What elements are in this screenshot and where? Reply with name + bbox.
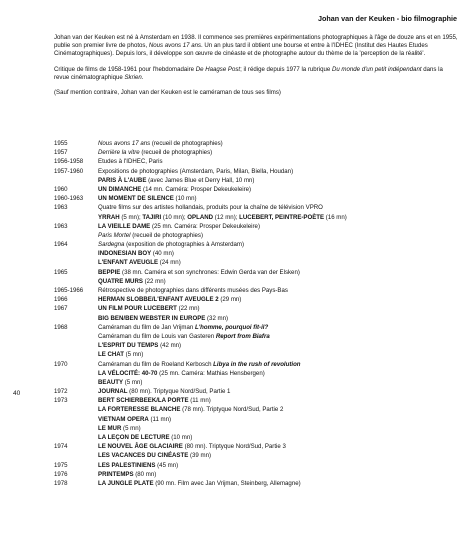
entry-description (98, 213, 458, 222)
entry-description (98, 203, 458, 212)
entry-text: (5 mn) (123, 351, 144, 359)
filmography-row (54, 213, 458, 222)
filmography-row (54, 304, 458, 313)
entry-text: (11 mn) (188, 397, 211, 405)
film-title: UN FILM POUR LUCEBERT (98, 305, 177, 313)
entry-description (98, 415, 458, 424)
film-title: VIETNAM OPERA (98, 415, 149, 423)
filmography-row (54, 451, 458, 460)
entry-year: 1976 (54, 470, 68, 478)
entry-text: (90 mn. Film avec Jan Vrijman, Steinberg, Allemagne) (153, 479, 301, 487)
film-title: LE NOUVEL ÂGE GLACIAIRE (98, 443, 183, 451)
filmography-row (54, 378, 458, 387)
entry-description (98, 451, 458, 460)
entry-description (98, 249, 458, 258)
entry-description (98, 148, 458, 157)
entry-description (98, 387, 458, 396)
entry-text: (5 mn) (121, 424, 141, 432)
entry-description (98, 341, 458, 350)
entry-year: 1972 (54, 388, 68, 396)
filmography-row (54, 176, 458, 185)
entry-text: (10 mn) (173, 195, 197, 203)
entry-year: 1960 (54, 185, 68, 193)
entry-text: Critique de films de 1958-1961 pour l'hebdomadaire (54, 65, 196, 73)
entry-description (98, 194, 458, 203)
film-title: LES VACANCES DU CINÉASTE (98, 452, 189, 460)
entry-text: (80 mn). Triptyque Nord/Sud, Partie 3 (182, 443, 286, 451)
entry-text: (42 mn) (158, 342, 182, 350)
film-title: BIG BEN/BEN WEBSTER IN EUROPE (98, 314, 206, 322)
entry-description (98, 369, 458, 378)
filmography-row (54, 314, 458, 323)
running-header: Johan van der Keuken - bio filmographie (318, 14, 457, 23)
entry-text: Etudes à l'IDHEC, Paris (98, 158, 163, 166)
filmography-row (54, 258, 458, 267)
filmography-row (54, 194, 458, 203)
filmography-row (54, 479, 458, 488)
entry-text: (recueil de photographies) (150, 140, 223, 147)
film-title: TAJIRI (142, 213, 162, 221)
film-title: BEAUTY (98, 378, 124, 386)
entry-year: 1967 (54, 305, 68, 313)
film-title: UN DIMANCHE (98, 185, 142, 193)
filmography-row (54, 442, 458, 451)
entry-year: 1957-1960 (54, 167, 84, 175)
entry-text: (5 mn) (123, 378, 143, 386)
film-title: YRRAH (98, 213, 120, 221)
entry-text: (25 mn. Caméra: Prosper Dekeukeleire) (150, 222, 260, 230)
entry-text: (40 mn) (151, 250, 174, 258)
entry-description (98, 405, 458, 414)
entry-text: (39 mn) (188, 452, 211, 460)
entry-text: (10 mn) (169, 434, 193, 441)
filmography-row (54, 167, 458, 176)
bio-paragraph (54, 34, 458, 59)
entry-year: 1966 (54, 296, 68, 304)
entry-year: 1964 (54, 241, 68, 249)
entry-year: 1975 (54, 461, 68, 469)
entry-text: (5 mn); (119, 213, 143, 221)
entry-year (54, 369, 98, 378)
work-title: Skrien (124, 73, 142, 81)
film-title: OPLAND (187, 213, 214, 221)
entry-description (98, 231, 458, 240)
entry-description (98, 240, 458, 249)
entry-year (54, 258, 98, 267)
work-title: Nous avons 17 ans (148, 42, 202, 50)
filmography-row (54, 405, 458, 414)
film-title: LA VIEILLE DAME (98, 222, 151, 230)
entry-year (54, 378, 98, 387)
biography (54, 34, 458, 82)
entry-description (98, 470, 458, 479)
film-title: LA LEÇON DE LECTURE (98, 434, 170, 441)
entry-year (54, 433, 98, 442)
entry-year (54, 314, 98, 323)
entry-year: 1970 (54, 360, 68, 368)
entry-text: ; il rédige depuis 1977 la rubrique (240, 65, 332, 73)
entry-description (98, 378, 458, 387)
entry-text: Johan van der Keuken est né à Amsterdam en 1938. Il commence ses premières expérimentations photographiques à l'âge de douze ans et en 1955, publie son premier livre de photos, (54, 34, 458, 50)
film-title: LES PALESTINIENS (98, 461, 156, 469)
entry-description (98, 314, 458, 323)
entry-text: . (141, 73, 144, 81)
entry-year: 1960-1963 (54, 195, 84, 203)
film-title: PRINTEMPS (98, 470, 134, 478)
filmography-row (54, 424, 458, 433)
page-number: 40 (13, 390, 21, 397)
entry-text: (80 mn) (133, 470, 157, 478)
entry-text: Caméraman du film de Louis van Gasteren (98, 332, 216, 340)
body-column (54, 34, 458, 112)
entry-year: 1968 (54, 323, 68, 331)
entry-year (54, 213, 98, 222)
entry-year: 1957 (54, 149, 68, 157)
entry-description (98, 222, 458, 231)
entry-description (98, 360, 458, 369)
filmography-row (54, 203, 458, 212)
filmography-row (54, 433, 458, 442)
entry-description (98, 442, 458, 451)
filmography-row (54, 277, 458, 286)
filmography-list (54, 139, 458, 488)
work-title: De Haagse Post (195, 65, 241, 73)
filmography-row (54, 396, 458, 405)
entry-year: 1973 (54, 397, 68, 405)
filmography-row (54, 369, 458, 378)
entry-description (98, 258, 458, 267)
entry-year: 1978 (54, 479, 68, 487)
entry-year (54, 415, 98, 424)
work-title: Paris Mortel (98, 231, 131, 239)
entry-year: 1965-1966 (54, 287, 84, 294)
film-title: JOURNAL (98, 388, 128, 396)
entry-text: (25 mn. Caméra: Mathias Hensbergen) (157, 369, 265, 377)
entry-year: 1974 (54, 443, 68, 451)
entry-text: Quatre films sur des artistes hollandais, produits pour la chaîne de télévision VPRO (98, 204, 323, 212)
entry-text: (24 mn) (158, 259, 181, 267)
filmography-row (54, 157, 458, 166)
entry-text: (12 mn); (213, 213, 240, 221)
filmography-row (54, 341, 458, 350)
film-title: LE MUR (98, 424, 122, 432)
entry-year: 1955 (54, 140, 68, 147)
filmography-row (54, 249, 458, 258)
entry-description (98, 350, 458, 359)
entry-text: . Un an plus tard il obtient une bourse et entre à l'IDHEC (Institut des Hautes Etudes Cinématographiques). Depuis lors, il développe son œuvre de cinéaste et de photographe autour du thème de la 'perception de la réalité'. (54, 42, 428, 58)
film-title: QUATRE MURS (98, 277, 143, 285)
entry-description (98, 176, 458, 185)
film-title: L'ENFANT AVEUGLE (98, 259, 159, 267)
entry-text: (22 mn) (142, 277, 166, 285)
filmography-row (54, 286, 458, 295)
entry-description (98, 433, 458, 442)
bio-paragraph (54, 66, 458, 82)
entry-description (98, 139, 458, 148)
filmography-row (54, 323, 458, 332)
entry-description (98, 479, 458, 488)
entry-text: (avec James Blue et Derry Hall, 10 mn) (146, 176, 255, 184)
film-title: LA VÉLOCITÉ: 40-70 (98, 369, 158, 377)
film-title: LE CHAT (98, 351, 124, 359)
filmography-row (54, 148, 458, 157)
entry-description (98, 295, 458, 304)
film-title: UN MOMENT DE SILENCE (98, 195, 174, 203)
entry-text: (recueil de photographies) (130, 231, 204, 239)
entry-text: (29 mn) (218, 296, 242, 304)
entry-description (98, 323, 458, 332)
entry-description (98, 277, 458, 286)
entry-year (54, 451, 98, 460)
entry-text: (14 mn. Caméra: Prosper Dekeukeleire) (141, 185, 252, 193)
entry-text: dans la revue cinématographique (54, 65, 443, 81)
filmography-row (54, 231, 458, 240)
entry-year (54, 341, 98, 350)
filmography-row (54, 360, 458, 369)
entry-text: Caméraman du film de Jan Vrijman (98, 323, 195, 331)
entry-year (54, 277, 98, 286)
film-title: PARIS À L'AUBE (98, 176, 147, 184)
filmography-note: (Sauf mention contraire, Johan van der Keuken est le caméraman de tous ses films) (54, 89, 281, 97)
film-title: INDONESIAN BOY (98, 250, 152, 258)
entry-year (54, 176, 98, 185)
entry-text: (recueil de photographies) (139, 149, 213, 157)
filmography-row (54, 350, 458, 359)
film-title: HERMAN SLOBBE/L'ENFANT AVEUGLE 2 (98, 296, 219, 304)
entry-description (98, 268, 458, 277)
entry-year: 1963 (54, 222, 68, 230)
entry-description (98, 424, 458, 433)
entry-description (98, 167, 458, 176)
entry-description (98, 286, 458, 295)
film-title: L'ESPRIT DU TEMPS (98, 342, 159, 350)
work-title: Du monde d'un petit indépendant (331, 65, 422, 73)
entry-description (98, 304, 458, 313)
entry-year: 1956-1958 (54, 158, 84, 166)
entry-text: (45 mn) (155, 461, 179, 469)
film-title: BERT SCHIERBEEK/LA PORTE (98, 397, 189, 405)
entry-year (54, 424, 98, 433)
entry-description (98, 396, 458, 405)
entry-year: 1965 (54, 268, 68, 276)
film-title: LA JUNGLE PLATE (98, 479, 154, 487)
filmography-row (54, 222, 458, 231)
filmography-row (54, 295, 458, 304)
work-title: Nous avons 17 ans (98, 140, 151, 147)
filmography-row (54, 387, 458, 396)
filmography-row (54, 461, 458, 470)
work-title: Report from Biafra (215, 332, 270, 340)
entry-text: (38 mn. Caméra et son synchrones: Edwin Gerda van der Elsken) (120, 268, 300, 276)
work-title: Derrière la vitre (98, 149, 140, 157)
entry-year (54, 332, 98, 341)
filmography-row (54, 185, 458, 194)
entry-year: 1963 (54, 204, 68, 212)
film-title: BEPPIE (98, 268, 121, 276)
entry-text: Caméraman du film de Roeland Kerbosch (98, 360, 214, 368)
filmography-row (54, 332, 458, 341)
entry-text: (32 mn) (205, 314, 229, 322)
entry-text: Rétrospective de photographies dans différents musées des Pays-Bas (98, 287, 288, 294)
entry-text: (80 mn). Triptyque Nord/Sud, Partie 1 (127, 388, 231, 396)
entry-text: (16 mn) (324, 213, 347, 221)
film-title: LUCEBERT, PEINTRE-POÈTE (239, 213, 325, 221)
entry-text: (exposition de photographies à Amsterdam) (124, 241, 245, 249)
filmography-row (54, 240, 458, 249)
film-title: LA FORTERESSE BLANCHE (98, 406, 181, 414)
entry-year (54, 350, 98, 359)
entry-text: (11 mn) (148, 415, 172, 423)
entry-text: (22 mn) (176, 305, 200, 313)
filmography-row (54, 415, 458, 424)
entry-year (54, 231, 98, 240)
entry-text: Expositions de photographies (Amsterdam, Paris, Milan, Biella, Houdan) (98, 167, 294, 175)
entry-description (98, 332, 458, 341)
work-title: L'homme, pourquoi fit-il? (194, 323, 269, 331)
filmography-row (54, 470, 458, 479)
entry-description (98, 461, 458, 470)
work-title: Libya in the rush of revolution (213, 360, 301, 368)
entry-year (54, 405, 98, 414)
filmography-row (54, 139, 458, 148)
entry-year (54, 249, 98, 258)
entry-text: (10 mn); (161, 213, 188, 221)
entry-description (98, 157, 458, 166)
filmography-row (54, 268, 458, 277)
entry-text: (78 mn). Triptyque Nord/Sud, Partie 2 (180, 406, 284, 414)
work-title: Sardegna (98, 241, 125, 249)
entry-description (98, 185, 458, 194)
